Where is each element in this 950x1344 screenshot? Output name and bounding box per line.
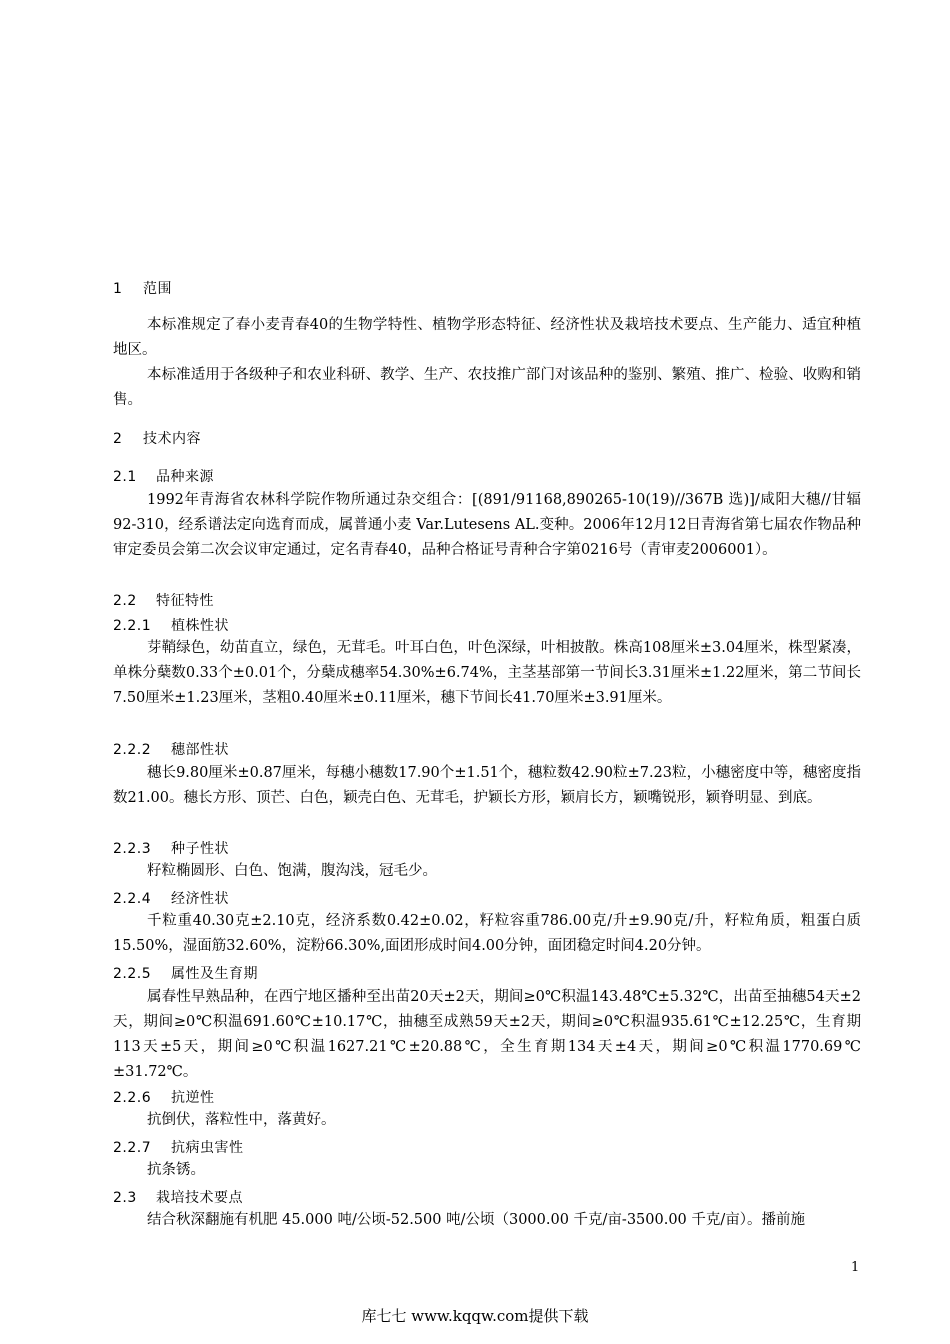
paragraph-spike-traits: 穗长9.80厘米±0.87厘米，每穗小穗数17.90个±1.51个，穗粒数42.90粒±7.23粒，小穗密度中等，穗密度指数21.00。穗长方形、顶芒、白色，颖壳白色、无茸毛，护颖长方形，颖肩长方，颖嘴锐形，颖脊明显、到底。 (113, 765, 861, 806)
paragraph-cultivation: 结合秋深翻施有机肥 45.000 吨/公顷-52.500 吨/公顷（3000.00 千克/亩-3500.00 千克/亩）。播前施 (147, 1212, 806, 1228)
section-title: 栽培技术要点 (156, 1190, 243, 1206)
section-title: 技术内容 (143, 431, 201, 447)
section-heading-2-2-1 (113, 615, 229, 635)
section-heading-2-2-7 (113, 1137, 244, 1157)
section-number: 2.2.3 (113, 841, 152, 857)
section-number: 2.2.1 (113, 618, 152, 634)
section-heading-2-2-4 (113, 888, 229, 908)
section-number: 2 (113, 431, 123, 447)
paragraph-seed-traits: 籽粒椭圆形、白色、饱满，腹沟浅，冠毛少。 (147, 863, 437, 879)
section-heading-2-2-3 (113, 838, 229, 858)
section-number: 2.3 (113, 1190, 137, 1206)
paragraph-stress-resistance: 抗倒伏，落粒性中，落黄好。 (147, 1112, 336, 1128)
section-heading-2 (113, 428, 201, 448)
section-title: 范围 (143, 281, 172, 297)
paragraph-scope-2: 本标准适用于各级种子和农业科研、教学、生产、农技推广部门对该品种的鉴别、繁殖、推广、检验、收购和销售。 (113, 367, 861, 408)
section-heading-2-2-5 (113, 963, 258, 983)
section-title: 抗病虫害性 (171, 1140, 244, 1156)
section-number: 2.2.7 (113, 1140, 152, 1156)
section-number: 2.2 (113, 593, 137, 609)
footer-download-note: 库七七 www.kqqw.com提供下载 (361, 1307, 589, 1325)
paragraph-disease-resistance: 抗条锈。 (147, 1162, 205, 1178)
section-number: 1 (113, 281, 123, 297)
section-heading-2-1 (113, 466, 214, 486)
section-title: 穗部性状 (171, 742, 229, 758)
section-heading-1 (113, 278, 172, 298)
paragraph-economic-traits: 千粒重40.30克±2.10克，经济系数0.42±0.02，籽粒容重786.00克/升±9.90克/升，籽粒角质，粗蛋白质15.50%，湿面筋32.60%，淀粉66.30%,面团形成时间4.00分钟，面团稳定时间4.20分钟。 (113, 913, 861, 954)
paragraph-growth-period: 属春性早熟品种，在西宁地区播种至出苗20天±2天，期间≥0℃积温143.48℃±5.32℃，出苗至抽穗54天±2天，期间≥0℃积温691.60℃±10.17℃，抽穗至成熟59天±2天，期间≥0℃积温935.61℃±12.25℃，生育期113天±5天，期间≥0℃积温1627.21℃±20.88℃，全生育期134天±4天，期间≥0℃积温1770.69℃±31.72℃。 (113, 989, 861, 1080)
section-number: 2.2.5 (113, 966, 152, 982)
section-number: 2.1 (113, 469, 137, 485)
paragraph-scope-1: 本标准规定了春小麦青春40的生物学特性、植物学形态特征、经济性状及栽培技术要点、生产能力、适宜种植地区。 (113, 317, 861, 358)
paragraph-origin: 1992年青海省农林科学院作物所通过杂交组合：[(891/91168,890265-10(19)//367B 选)]/咸阳大穗//甘辐92-310，经系谱法定向选育而成，属普通小麦 Var.Lutesens AL.变种。2006年12月12日青海省第七届农作物品种审定委员会第二次会议审定通过，定名青春40，品种合格证号青种合字第0216号（青审麦2006001）。 (113, 492, 861, 558)
section-title: 品种来源 (156, 469, 214, 485)
section-number: 2.2.4 (113, 891, 152, 907)
paragraph-plant-traits: 芽鞘绿色，幼苗直立，绿色，无茸毛。叶耳白色，叶色深绿，叶相披散。株高108厘米±3.04厘米，株型紧凑，单株分蘖数0.33个±0.01个，分蘖成穗率54.30%±6.74%，主茎基部第一节间长3.31厘米±1.22厘米，第二节间长7.50厘米±1.23厘米，茎粗0.40厘米±0.11厘米，穗下节间长41.70厘米±3.91厘米。 (113, 640, 861, 706)
page-number: 1 (851, 1260, 860, 1275)
section-title: 种子性状 (171, 841, 229, 857)
section-title: 经济性状 (171, 891, 229, 907)
section-heading-2-2-2 (113, 739, 229, 759)
section-title: 抗逆性 (171, 1090, 215, 1106)
section-title: 特征特性 (156, 593, 214, 609)
section-title: 属性及生育期 (171, 966, 258, 982)
section-heading-2-3 (113, 1187, 243, 1207)
section-number: 2.2.2 (113, 742, 152, 758)
section-number: 2.2.6 (113, 1090, 152, 1106)
section-heading-2-2-6 (113, 1087, 215, 1107)
section-title: 植株性状 (171, 618, 229, 634)
section-heading-2-2 (113, 590, 214, 610)
